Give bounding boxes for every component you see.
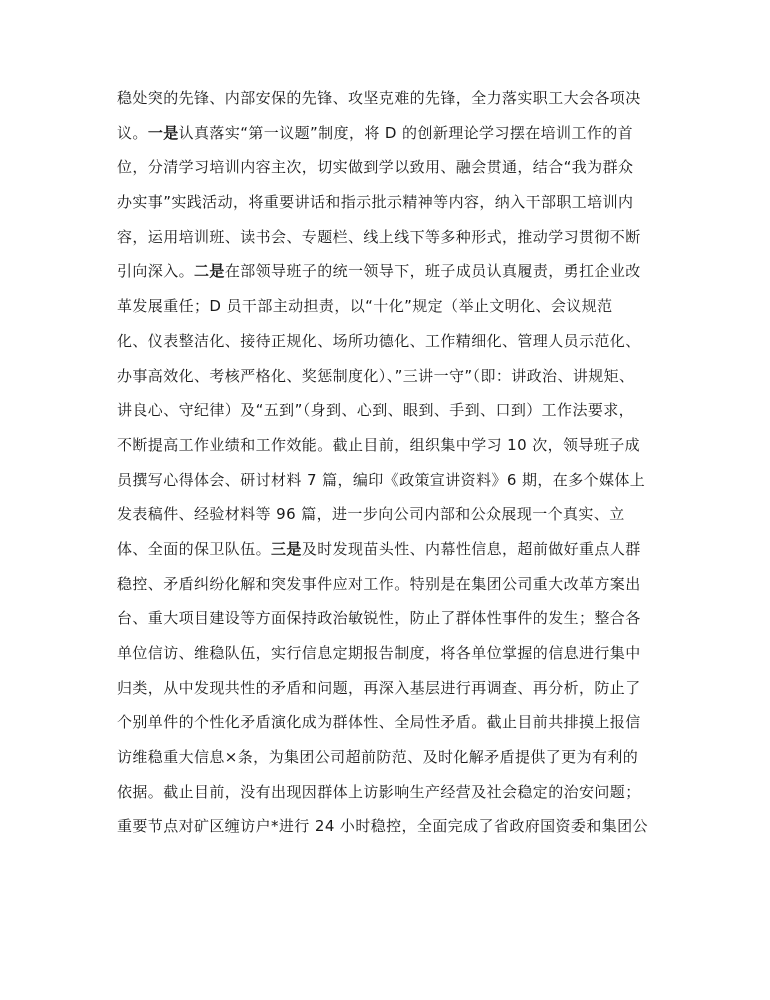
text-segment: 议。 <box>117 123 148 142</box>
text-line <box>117 468 657 503</box>
text-line <box>117 155 657 190</box>
text-line <box>117 814 657 849</box>
text-line <box>117 294 657 329</box>
text-line <box>117 329 657 364</box>
text-segment: 重要节点对矿区缠访户*进行 24 小时稳控，全面完成了省政府国资委和集团公 <box>117 817 648 836</box>
bold-label: 一是 <box>147 123 179 142</box>
text-line <box>117 676 657 711</box>
text-line <box>117 398 657 433</box>
text-segment: 办事高效化、考核严格化、奖惩制度化）、”三讲一守”（即：讲政治、讲规矩、 <box>117 366 635 385</box>
text-line <box>117 190 657 225</box>
text-segment: 归类，从中发现共性的矛盾和问题，再深入基层进行再调查、再分析，防止了 <box>117 678 641 697</box>
text-line <box>117 572 657 607</box>
text-segment: 体、全面的保卫队伍。 <box>117 539 272 558</box>
text-segment: 及时发现苗头性、内幕性信息，超前做好重点人群 <box>301 539 641 558</box>
text-line <box>117 86 657 121</box>
text-line <box>117 225 657 260</box>
text-line <box>117 745 657 780</box>
text-segment: 稳控、矛盾纠纷化解和突发事件应对工作。特别是在集团公司重大改革方案出 <box>117 574 641 593</box>
document-body-text <box>117 86 657 849</box>
text-segment: 依据。截止目前，没有出现因群体上访影响生产经营及社会稳定的治安问题； <box>117 782 641 801</box>
text-line <box>117 710 657 745</box>
text-line <box>117 259 657 294</box>
text-line <box>117 502 657 537</box>
text-segment: 讲良心、守纪律）及“五到”（身到、心到、眼到、手到、口到）工作法要求， <box>117 401 635 420</box>
text-line <box>117 433 657 468</box>
text-segment: 不断提高工作业绩和工作效能。截止目前，组织集中学习 10 次，领导班子成 <box>117 435 641 454</box>
text-segment: 认真落实“第一议题”制度，将 D 的创新理论学习摆在培训工作的首 <box>178 123 634 142</box>
text-line <box>117 606 657 641</box>
text-segment: 个别单件的个性化矛盾演化成为群体性、全局性矛盾。截止目前共排摸上报信 <box>117 713 641 732</box>
text-line <box>117 121 657 156</box>
text-line <box>117 364 657 399</box>
text-segment: 单位信访、维稳队伍，实行信息定期报告制度，将各单位掌握的信息进行集中 <box>117 644 641 662</box>
text-segment: 容，运用培训班、读书会、专题栏、线上线下等多种形式，推动学习贯彻不断 <box>117 227 641 246</box>
text-segment: 台、重大项目建设等方面保持政治敏锐性，防止了群体性事件的发生；整合各 <box>117 609 641 628</box>
text-segment: 员撰写心得体会、研讨材料 7 篇，编印《政策宣讲资料》6 期，在多个媒体上 <box>117 470 646 489</box>
text-segment: 办实事”实践活动，将重要讲话和指示批示精神等内容，纳入干部职工培训内 <box>117 193 634 212</box>
text-segment: 访维稳重大信息×条，为集团公司超前防范、及时化解矛盾提供了更为有利的 <box>117 748 639 767</box>
text-line <box>117 537 657 572</box>
text-segment: 革发展重任；D 员干部主动担责，以“十化”规定（举止文明化、会议规范 <box>117 297 613 316</box>
text-segment: 在部领导班子的统一领导下，班子成员认真履责，勇扛企业改 <box>224 262 641 281</box>
bold-label: 三是 <box>271 539 302 558</box>
text-line <box>117 780 657 815</box>
text-segment: 稳处突的先锋、内部安保的先锋、攻坚克难的先锋，全力落实职工大会各项决 <box>117 89 641 107</box>
text-segment: 位，分清学习培训内容主次，切实做到学以致用、融会贯通，结合“我为群众 <box>117 158 634 177</box>
text-segment: 引向深入。 <box>117 262 195 281</box>
bold-label: 二是 <box>194 262 225 281</box>
text-line <box>117 641 657 676</box>
text-segment: 发表稿件、经验材料等 96 篇，进一步向公司内部和公众展现一个真实、立 <box>117 505 625 524</box>
text-segment: 化、仪表整洁化、接待正规化、场所功德化、工作精细化、管理人员示范化、 <box>117 331 641 350</box>
